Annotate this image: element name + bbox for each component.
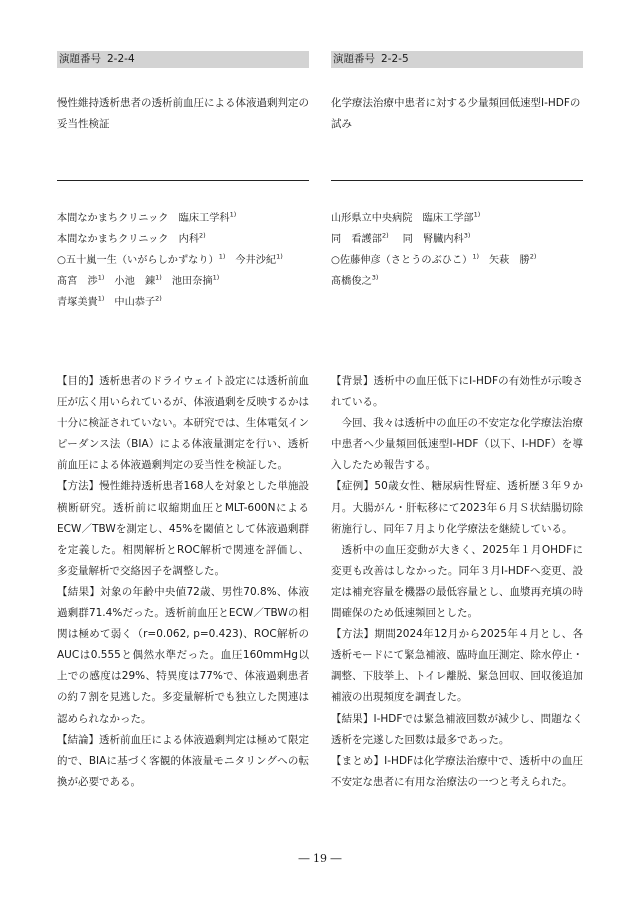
author-name: ○佐藤伸彦（さとうのぶひこ） [331, 255, 473, 266]
abstract-number-bar [331, 51, 583, 68]
author-name: 山形県立中央病院 臨床工学部 [331, 213, 474, 224]
abstract-number-bar [57, 51, 309, 68]
abstract-number-value: 2-2-4 [107, 53, 135, 65]
affiliation-mark: 1) [276, 252, 283, 261]
title-divider [331, 180, 583, 181]
section-results: 【結果】I-HDFでは緊急補液回数が減少し、問題なく透析を完遂した回数は最多であった。 [331, 712, 583, 746]
affiliation-mark: 1) [472, 252, 479, 261]
body-paragraph: 透析中の血圧変動が大きく、2025年１月OHDFに変更も改善はしなかった。同年３月I-HDFへ変更、設定は補充容量を機器の最低容量とし、血漿再充填の時間確保のため低速頻回とした。 [331, 543, 583, 620]
author-line [331, 208, 583, 229]
affiliation-mark: 1) [218, 252, 226, 261]
section-case: 【症例】50歳女性、糖尿病性腎症、透析歴３年９か月。大腸がん・肝転移にて2023年６月Ｓ状結腸切除術施行し、同年７月より化学療法を継続している。 [331, 480, 583, 535]
author-name: 髙橋俊之 [331, 276, 372, 287]
body-paragraph: 今回、我々は透析中の血圧の不安定な化学療法治療中患者へ少量頻回低速型I-HDF（以下、I-HDF）を導入したため報告する。 [331, 417, 583, 472]
section-background: 【背景】透析中の血圧低下にI-HDFの有効性が示唆されている。 [331, 375, 583, 409]
abstract-number-label: 演題番号 [59, 53, 101, 65]
title-divider [57, 180, 309, 181]
author-name: 髙宮 渉 [57, 276, 98, 287]
abstract-body [57, 371, 309, 793]
author-line [57, 250, 309, 271]
section-summary: 【まとめ】I-HDFは化学療法治療中で、透析中の血圧不安定な患者に有用な治療法の一つと考えられた。 [331, 754, 583, 788]
affiliation-mark: 1) [473, 210, 481, 219]
author-list [57, 208, 309, 313]
abstract-number-value: 2-2-5 [381, 53, 409, 65]
author-line [57, 208, 309, 229]
author-line [331, 229, 583, 250]
affiliation-mark: 2) [199, 231, 206, 240]
affiliation-mark: 1) [97, 294, 105, 303]
author-name: 同 看護部 [331, 234, 382, 245]
author-line [331, 250, 583, 271]
abstract-right [331, 51, 583, 788]
abstract-number-label: 演題番号 [333, 53, 375, 65]
abstract-title: 化学療法治療中患者に対する少量頻回低速型I-HDFの試み [331, 97, 581, 130]
abstract-body [331, 371, 583, 793]
author-name: 矢萩 勝 [489, 255, 530, 266]
author-name: 池田奈摘 [171, 276, 213, 287]
affiliation-mark: 1) [212, 273, 220, 282]
affiliation-mark: 2) [381, 231, 389, 240]
author-name: 同 腎臓内科 [402, 234, 464, 245]
author-name: 本間なかまちクリニック 臨床工学科 [57, 213, 230, 224]
affiliation-mark: 3) [371, 273, 379, 282]
author-line [57, 229, 309, 250]
author-name: ○五十嵐一生（いがらしかずなり） [57, 255, 219, 266]
section-conclusion: 【結論】透析前血圧による体液過剰判定は極めて限定的で、BIAに基づく客観的体液量モニタリングへの転換が必要である。 [57, 733, 309, 788]
affiliation-mark: 3) [463, 231, 471, 240]
author-line [57, 292, 309, 313]
affiliation-mark: 1) [97, 273, 105, 282]
author-name: 今井沙紀 [235, 255, 277, 266]
affiliation-mark: 2) [529, 252, 537, 261]
abstract-left [57, 51, 309, 788]
author-line [57, 271, 309, 292]
section-purpose: 【目的】透析患者のドライウェイト設定には透析前血圧が広く用いられているが、体液過剰を反映するかは十分に検証されていない。本研究では、生体電気インピーダンス法（BIA）による体液量測定を行い、透析前血圧による体液過剰判定の妥当性を検証した。 [57, 375, 309, 472]
author-line [331, 271, 583, 292]
affiliation-mark: 1) [229, 210, 237, 219]
abstract-title: 慢性維持透析患者の透析前血圧による体液過剰判定の妥当性検証 [57, 97, 309, 130]
section-methods: 【方法】期間2024年12月から2025年４月とし、各透析モードにて緊急補液、臨時血圧測定、除水停止・調整、下肢挙上、トイレ離脱、緊急回収、回収後追加補液の出現頻度を調査した。 [331, 628, 583, 704]
author-name: 青塚美貴 [57, 297, 98, 308]
author-list [331, 208, 583, 292]
affiliation-mark: 2) [155, 294, 162, 303]
section-results: 【結果】対象の年齢中央値72歳、男性70.8%、体液過剰群71.4%だった。透析前血圧とECW／TBWの相関は極めて弱く（r=0.062, p=0.423)、ROC解析のAUCは0.555と偶然水準だった。血圧160mmHg以上での感度は29%、特異度は77%で、体液過剰患者の約７割を見逃した。多変量解析でも独立した関連は認められなかった。 [57, 585, 309, 725]
author-name: 本間なかまちクリニック 内科 [57, 234, 200, 245]
affiliation-mark: 1) [155, 273, 162, 282]
author-name: 小池 錬 [114, 276, 156, 287]
section-methods: 【方法】慢性維持透析患者168人を対象とした単施設横断研究。透析前に収縮期血圧とMLT-600NによるECW／TBWを測定し、45%を閾値として体液過剰群を定義した。相関解析とROC解析で関連を評価し、多変量解析で交絡因子を調整した。 [57, 480, 309, 577]
page-number: ― 19 ― [298, 852, 342, 865]
author-name: 中山恭子 [114, 297, 156, 308]
